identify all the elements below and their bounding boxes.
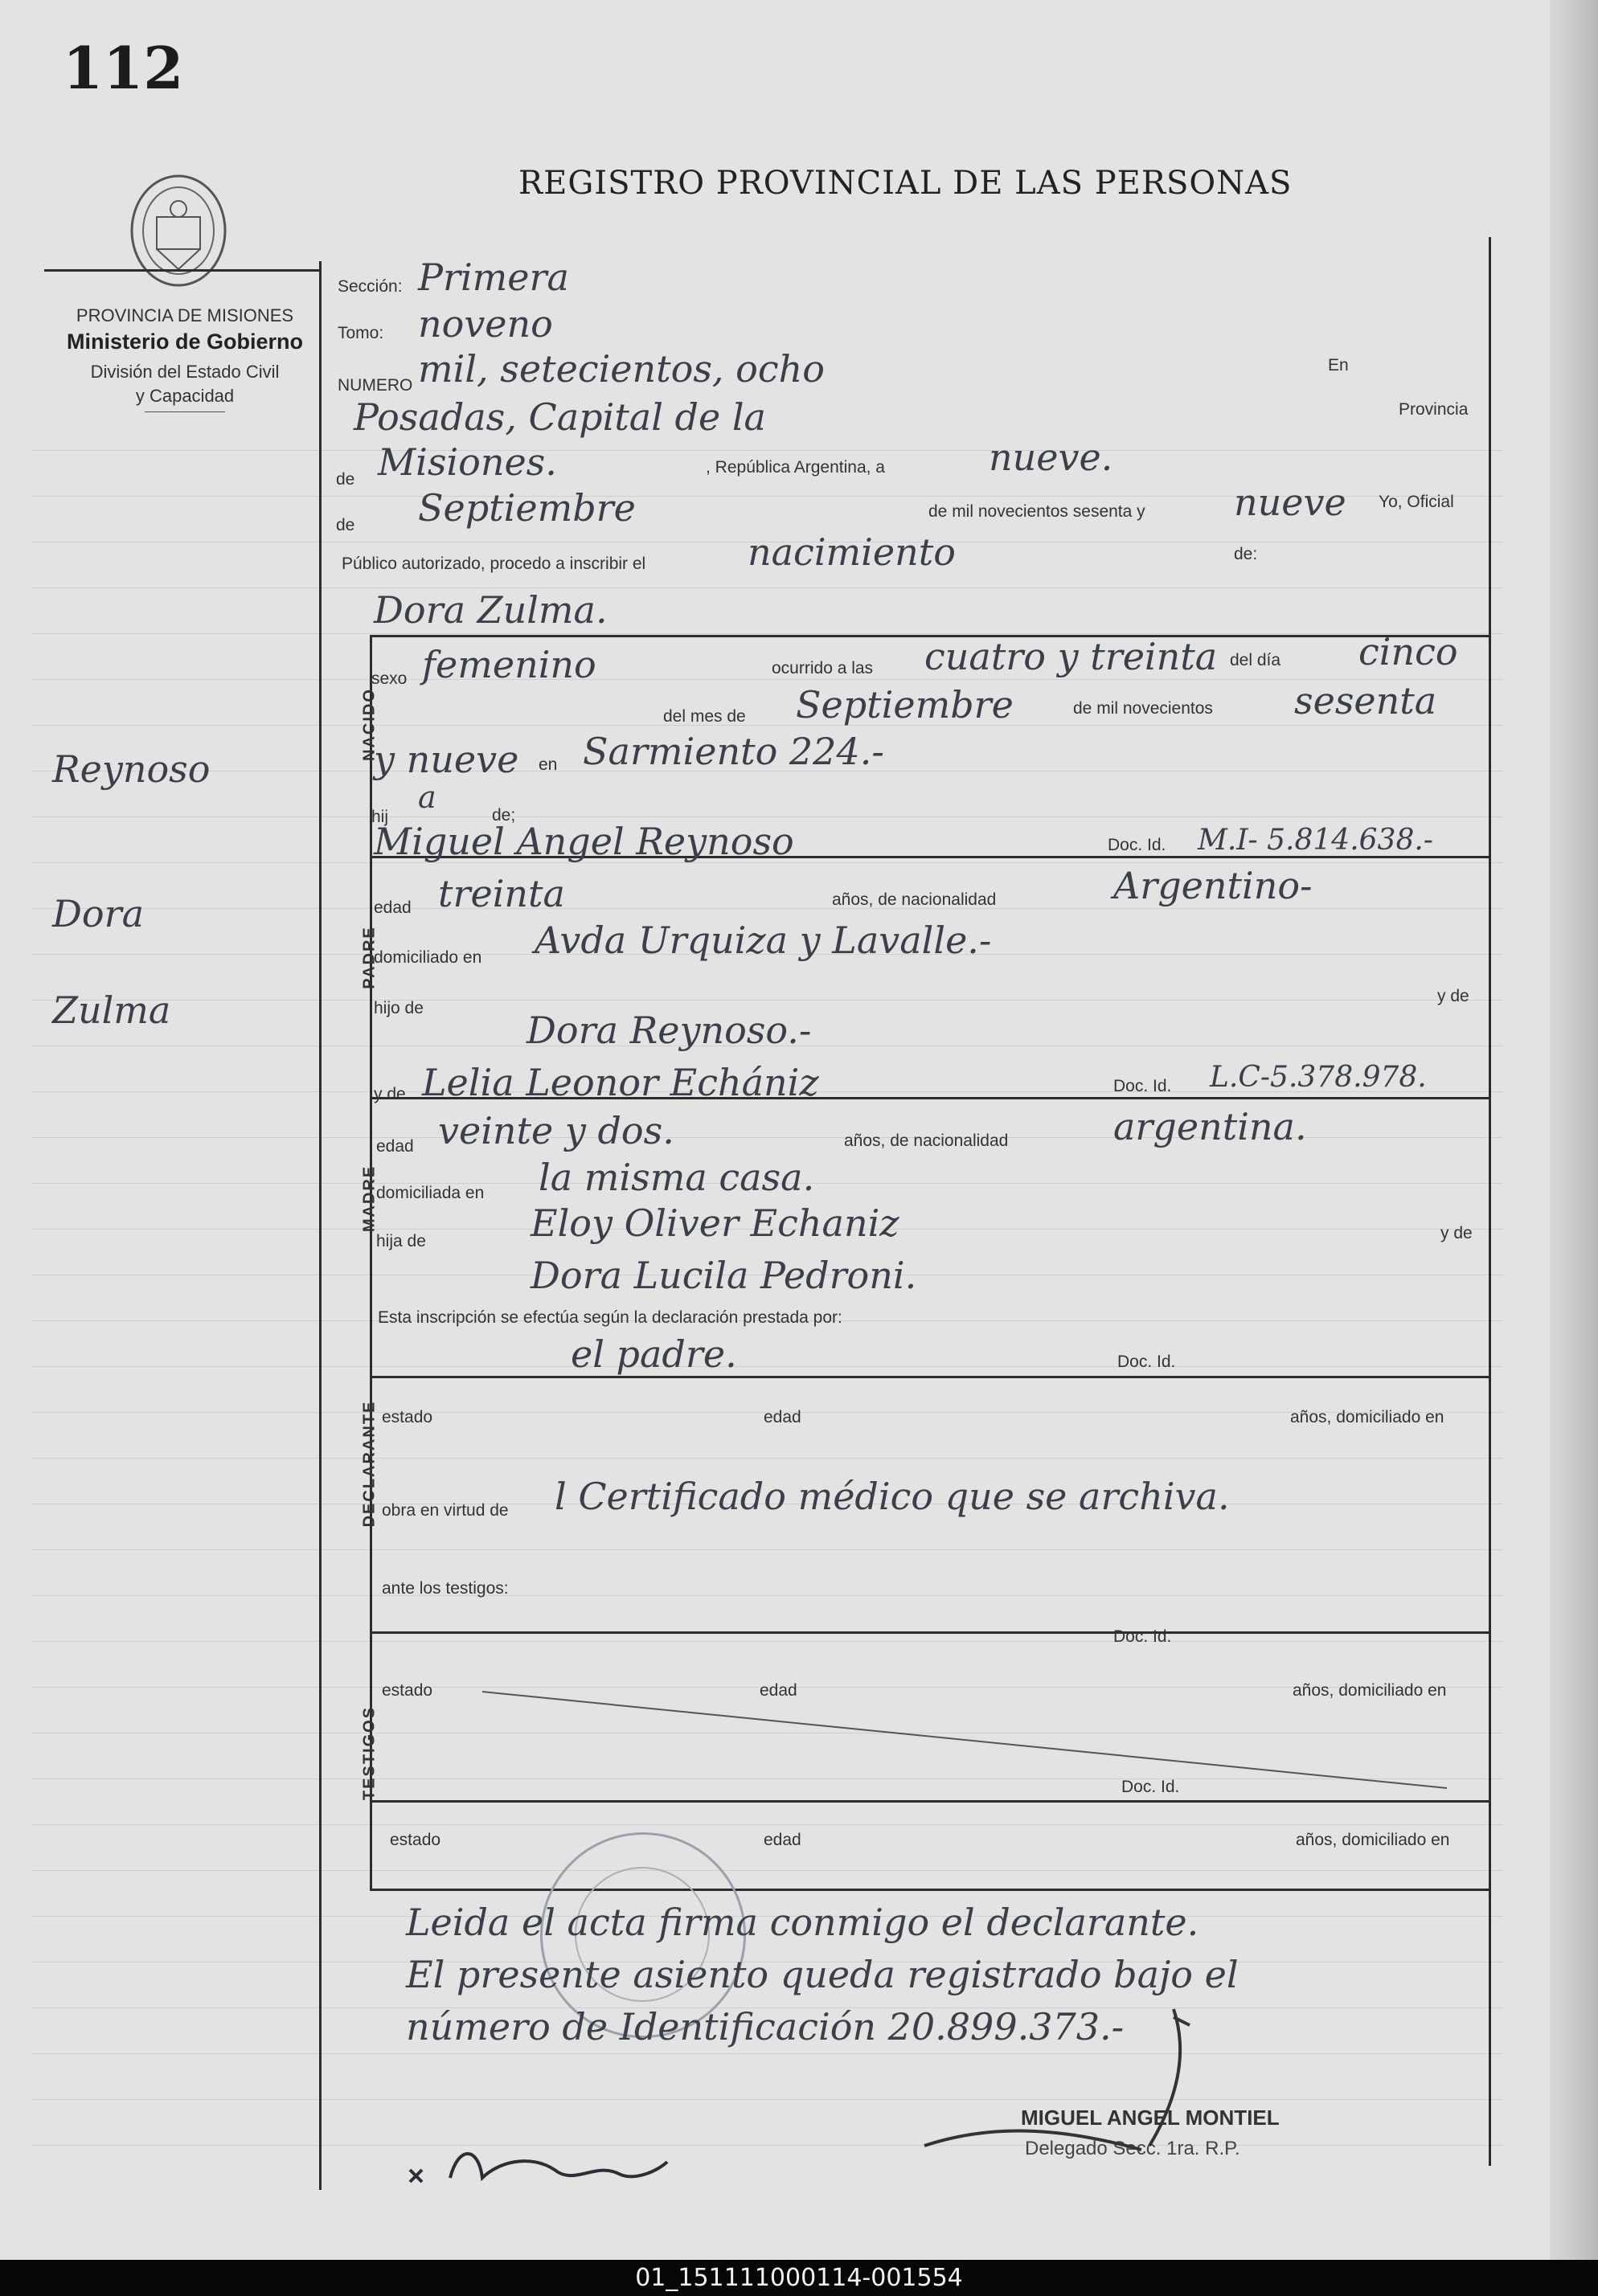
testigos-divider xyxy=(370,1800,1489,1803)
label-doc-id-t1: Doc. Id. xyxy=(1113,1627,1172,1646)
value-ciudad: Posadas, Capital de la xyxy=(354,395,766,439)
label-domiciliado-padre: domiciliado en xyxy=(374,948,482,967)
label-doc-id-padre: Doc. Id. xyxy=(1108,836,1166,854)
ruled-line xyxy=(32,633,1503,634)
label-doc-id-decl: Doc. Id. xyxy=(1117,1353,1176,1371)
margin-name-1: Dora xyxy=(52,892,144,935)
sidebar-division: División del Estado Civil xyxy=(90,362,280,382)
value-acto: nacimiento xyxy=(748,530,956,574)
ruled-line xyxy=(32,450,1503,451)
value-padre-nac: Argentino- xyxy=(1113,864,1313,907)
value-sexo: femenino xyxy=(422,643,596,686)
label-doc-id-madre: Doc. Id. xyxy=(1113,1077,1172,1095)
label-del-mes: del mes de xyxy=(663,707,746,726)
testigos-top xyxy=(370,1631,1489,1634)
ruled-line xyxy=(32,725,1503,726)
label-publico: Público autorizado, procedo a inscribir el xyxy=(342,555,646,573)
ruled-line xyxy=(32,1641,1503,1642)
margin-name-2: Zulma xyxy=(52,988,171,1032)
section-madre: MADRE xyxy=(360,1164,379,1233)
value-madre-madre: Dora Lucila Pedroni. xyxy=(531,1254,917,1297)
section-nacido: NACIDO xyxy=(360,688,379,761)
label-anios-nac-madre: años, de nacionalidad xyxy=(844,1132,1009,1150)
declarant-signature xyxy=(402,2114,723,2202)
value-nombre: Dora Zulma. xyxy=(374,588,608,632)
label-anios-dom-t2: años, domiciliado en xyxy=(1296,1831,1450,1849)
label-republica: , República Argentina, a xyxy=(706,458,885,477)
testigos-bottom xyxy=(370,1889,1489,1891)
label-hija-de: hija de xyxy=(376,1232,426,1250)
value-seccion: Primera xyxy=(418,256,569,299)
label-edad-decl: edad xyxy=(764,1408,801,1426)
main-right-border xyxy=(1489,237,1491,2166)
label-hijo-de: hijo de xyxy=(374,999,424,1017)
footer-id: 01_151111000114-001554 xyxy=(0,2260,1598,2296)
official-name: MIGUEL ANGEL MONTIEL xyxy=(1021,2106,1280,2130)
sidebar-ministry: Ministerio de Gobierno xyxy=(66,329,304,354)
label-en-nac: en xyxy=(539,755,558,774)
value-madre-edad: veinte y dos. xyxy=(438,1109,674,1152)
book-binding xyxy=(1550,0,1598,2260)
closing-line-2: El presente asiento queda registrado bajo el xyxy=(406,1953,1239,1996)
label-domiciliada: domiciliada en xyxy=(376,1184,485,1202)
sidebar-province: PROVINCIA DE MISIONES xyxy=(76,305,294,325)
sidebar-capacity: y Capacidad xyxy=(135,386,235,406)
ruled-line xyxy=(32,1549,1503,1550)
value-anio-registro: nueve xyxy=(1234,481,1346,524)
label-seccion: Sección: xyxy=(338,277,403,296)
value-provincia: Misiones. xyxy=(378,440,557,484)
margin-surname: Reynoso xyxy=(52,747,211,791)
section-testigos: TESTIGOS xyxy=(360,1705,379,1801)
label-de-1: de xyxy=(336,470,355,489)
ruled-line xyxy=(32,816,1503,817)
label-en: En xyxy=(1328,356,1349,374)
value-mes-registro: Septiembre xyxy=(418,486,636,530)
label-del-dia: del día xyxy=(1230,651,1281,669)
declarante-top xyxy=(370,1376,1489,1378)
label-provincia: Provincia xyxy=(1399,400,1469,419)
sidebar-divider xyxy=(145,411,225,412)
label-anios-dom-t1: años, domiciliado en xyxy=(1293,1681,1447,1700)
ruled-line xyxy=(32,2099,1503,2100)
label-de-semi: de; xyxy=(492,806,516,825)
value-lugar-nac: Sarmiento 224.- xyxy=(583,730,884,773)
ruled-line xyxy=(32,908,1503,909)
label-ocurrido: ocurrido a las xyxy=(772,659,874,677)
ruled-line xyxy=(32,1000,1503,1001)
value-dia-registro: nueve. xyxy=(989,436,1113,479)
value-padre-doc: M.I- 5.814.638.- xyxy=(1198,824,1433,857)
value-hij-suffix: a xyxy=(418,780,436,815)
ruled-line xyxy=(32,2145,1503,2146)
sidebar-top-border xyxy=(44,269,322,272)
label-y-de-padre: y de xyxy=(1437,987,1469,1005)
ruled-line xyxy=(32,2053,1503,2054)
page-title: REGISTRO PROVINCIAL DE LAS PERSONAS xyxy=(518,165,1293,202)
label-de-mil: de mil novecientos sesenta y xyxy=(928,502,1145,521)
label-tomo: Tomo: xyxy=(338,324,384,342)
label-y-de-madre: y de xyxy=(374,1085,406,1103)
ruled-line xyxy=(32,1824,1503,1825)
label-edad-t1: edad xyxy=(760,1681,797,1700)
closing-line-3: número de Identificación 20.899.373.- xyxy=(406,2005,1125,2048)
label-sexo: sexo xyxy=(371,669,408,688)
label-numero: NUMERO xyxy=(338,376,413,395)
value-madre-doc: L.C-5.378.978. xyxy=(1210,1061,1427,1094)
coat-of-arms-icon xyxy=(129,173,229,289)
page-number: 112 xyxy=(63,34,184,102)
value-madre-nac: argentina. xyxy=(1113,1105,1307,1148)
value-padre-edad: treinta xyxy=(438,872,565,915)
ruled-line xyxy=(32,1458,1503,1459)
official-role: Delegado Secc. 1ra. R.P. xyxy=(1025,2138,1240,2159)
label-anios-nac-padre: años, de nacionalidad xyxy=(832,890,997,909)
value-hora: cuatro y treinta xyxy=(924,635,1218,678)
label-edad-t2: edad xyxy=(764,1831,801,1849)
label-de-2: de xyxy=(336,516,355,534)
strike-line xyxy=(482,1688,1447,1792)
ruled-line xyxy=(32,1595,1503,1596)
label-de-colon: de: xyxy=(1234,545,1258,563)
ruled-line xyxy=(32,587,1503,588)
value-mes-nac: Septiembre xyxy=(796,683,1014,726)
value-madre-dom: la misma casa. xyxy=(539,1156,815,1199)
label-estado-t2: estado xyxy=(390,1831,441,1849)
value-obra: l Certificado médico que se archiva. xyxy=(555,1475,1230,1518)
value-anio-nac: sesenta xyxy=(1294,679,1437,722)
value-numero: mil, setecientos, ocho xyxy=(418,347,825,391)
main-left-border xyxy=(319,261,322,2190)
label-ante-testigos: ante los testigos: xyxy=(382,1579,509,1598)
closing-line-1: Leida el acta firma conmigo el declarante. xyxy=(406,1901,1199,1944)
label-inscripcion: Esta inscripción se efectúa según la declaración prestada por: xyxy=(378,1308,842,1327)
official-signature xyxy=(868,1985,1206,2186)
label-y-de-abuela: y de xyxy=(1440,1224,1473,1242)
value-dia-nac: cinco xyxy=(1358,630,1458,673)
value-declarante: el padre. xyxy=(571,1332,737,1376)
label-edad-padre: edad xyxy=(374,898,412,917)
ruled-line xyxy=(32,1366,1503,1367)
value-padre-madre: Dora Reynoso.- xyxy=(527,1009,812,1052)
label-obra: obra en virtud de xyxy=(382,1501,509,1520)
value-tomo: noveno xyxy=(418,302,553,346)
value-anio-nac-2: y nueve xyxy=(374,738,519,781)
label-anios-dom-decl: años, domiciliado en xyxy=(1290,1408,1444,1426)
label-estado-decl: estado xyxy=(382,1408,433,1426)
section-padre: PADRE xyxy=(360,926,379,989)
ruled-line xyxy=(32,1870,1503,1871)
label-yo-oficial: Yo, Oficial xyxy=(1379,493,1454,511)
ruled-line xyxy=(32,679,1503,680)
value-padre-nombre: Miguel Angel Reynoso xyxy=(374,820,794,863)
label-estado-t1: estado xyxy=(382,1681,433,1700)
label-hij: hij xyxy=(371,808,389,826)
label-edad-madre: edad xyxy=(376,1137,414,1156)
section-declarante: DECLARANTE xyxy=(360,1400,379,1528)
label-de-mil-nov: de mil novecientos xyxy=(1073,699,1213,718)
value-padre-dom: Avda Urquiza y Lavalle.- xyxy=(535,919,992,962)
label-doc-id-t2: Doc. Id. xyxy=(1121,1778,1180,1796)
value-madre-padre: Eloy Oliver Echaniz xyxy=(531,1201,899,1245)
value-madre-nombre: Lelia Leonor Echániz xyxy=(422,1061,819,1104)
